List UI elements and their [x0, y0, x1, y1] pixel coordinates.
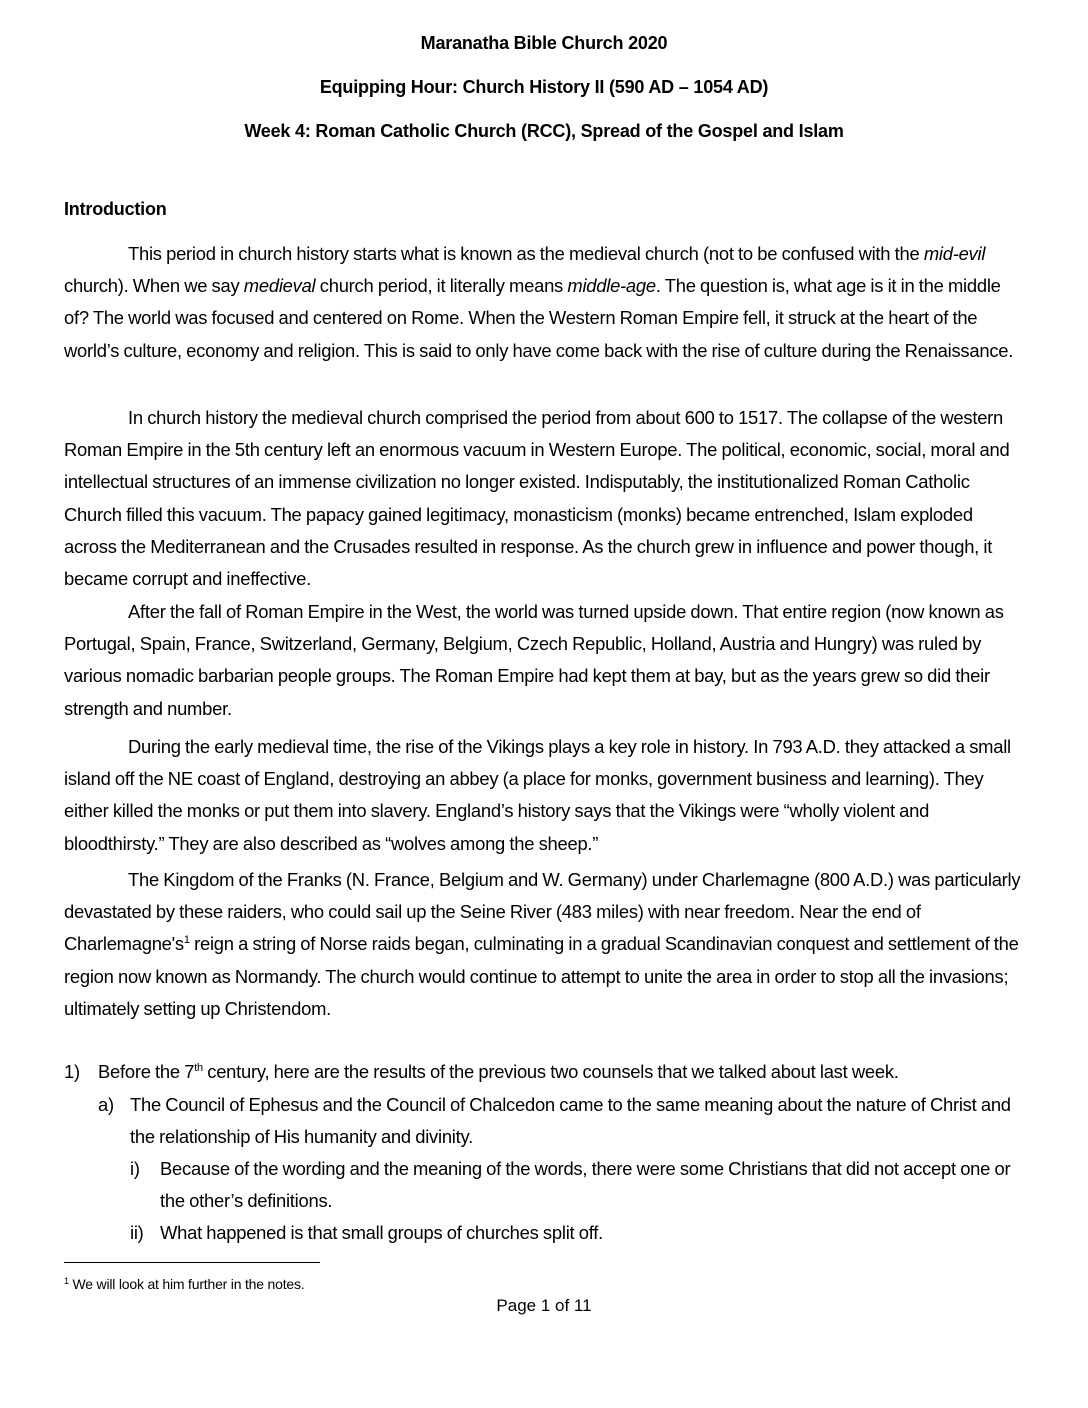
list-marker: a): [98, 1094, 114, 1115]
footnote-reference[interactable]: 1: [183, 934, 190, 947]
outline-item-1-text-a: Before the 7: [98, 1061, 195, 1082]
paragraph-3: After the fall of Roman Empire in the West, the world was turned upside down. That entire region (now known as Portugal, Spain, France, Switzerland, Germany, Belgium, Czech Republic, Holland, Austria and Hungry) was ruled by various nomadic barbarian people groups. The Roman Empire had kept them at bay, but as the years grew so did their strength and number.: [64, 601, 1004, 719]
outline-item-1a-text: The Council of Ephesus and the Council of Chalcedon came to the same meaning about the nature of Christ and the relationship of His humanity and divinity.: [130, 1094, 1011, 1148]
p1-text-g: . The question is, what age is it in the middle of? The world was focused and centered on Rome. When the Western Roman Empire fell, it struck at the heart of the world’s culture, economy and religion. This is said to only have come back with the rise of culture during the Renaissance.: [64, 275, 1014, 361]
list-marker: ii): [130, 1222, 144, 1243]
outline-item-1-text-b: century, here are the results of the previous two counsels that we talked about last week.: [202, 1061, 899, 1082]
footnote-separator: [64, 1262, 320, 1263]
footnote-number: 1: [64, 1276, 69, 1286]
list-marker: i): [130, 1158, 140, 1179]
outline-item-1a-i-text: Because of the wording and the meaning of the words, there were some Christians that did not accept one or the other’s definitions.: [160, 1158, 1011, 1212]
p1-italic-mid-evil: mid-evil: [923, 243, 986, 264]
course-title: Equipping Hour: Church History II (590 AD – 1054 AD): [319, 77, 769, 97]
p1-text-a: This period in church history starts what is known as the medieval church (not to be confused with the: [128, 243, 924, 264]
list-marker: 1): [64, 1061, 80, 1082]
p5-text-a: The Kingdom of the Franks (N. France, Belgium and W. Germany) under Charlemagne (800 A.D.) was particularly devastated by these raiders, who could sail up the Seine River (483 miles) with near freedom. Near the end of Charlemagne's: [64, 869, 1021, 955]
p5-text-b: reign a string of Norse raids began, culminating in a gradual Scandinavian conquest and settlement of the region now known as Normandy. The church would continue to attempt to unite the area in order to stop all the invasions; ultimately setting up Christendom.: [64, 933, 1019, 1019]
outline-item-1a-ii-text: What happened is that small groups of churches split off.: [160, 1222, 603, 1243]
paragraph-2: In church history the medieval church comprised the period from about 600 to 1517. The collapse of the western Roman Empire in the 5th century left an enormous vacuum in Western Europe. The political, economic, social, moral and intellectual structures of an immense civilization no longer existed. Indisputably, the institutionalized Roman Catholic Church filled this vacuum. The papacy gained legitimacy, monasticism (monks) became entrenched, Islam exploded across the Mediterranean and the Crusades resulted in response. As the church grew in influence and power though, it became corrupt and ineffective.: [64, 407, 1010, 590]
paragraph-1: [64, 238, 1022, 367]
p1-italic-middle-age: middle-age: [567, 275, 656, 297]
week-title: Week 4: Roman Catholic Church (RCC), Spread of the Gospel and Islam: [244, 121, 844, 141]
p1-text-c: church). When we say: [64, 275, 244, 297]
footnote-1: [64, 1276, 304, 1292]
outline-item-1a: [98, 1089, 1022, 1153]
paragraph-5: [64, 864, 1022, 1025]
p1-italic-medieval: medieval: [243, 275, 316, 297]
outline-item-1a-ii: [130, 1217, 1022, 1249]
p1-text-e: church period, it literally means: [315, 275, 568, 297]
outline-item-1a-i: [130, 1153, 1022, 1217]
footnote-text: We will look at him further in the notes.: [68, 1276, 305, 1292]
superscript-th: th: [194, 1062, 203, 1074]
section-heading-introduction: Introduction: [64, 199, 167, 219]
paragraph-4: During the early medieval time, the rise of the Vikings plays a key role in history. In 793 A.D. they attacked a small island off the NE coast of England, destroying an abbey (a place for monks, government business and learning). They either killed the monks or put them into slavery. England’s history says that the Vikings were “wholly violent and bloodthirsty.” They are also described as “wolves among the sheep.”: [64, 736, 1011, 854]
page-number: Page 1 of 11: [496, 1296, 592, 1315]
outline-item-1: [64, 1056, 1022, 1088]
church-name-title: Maranatha Bible Church 2020: [420, 33, 668, 53]
